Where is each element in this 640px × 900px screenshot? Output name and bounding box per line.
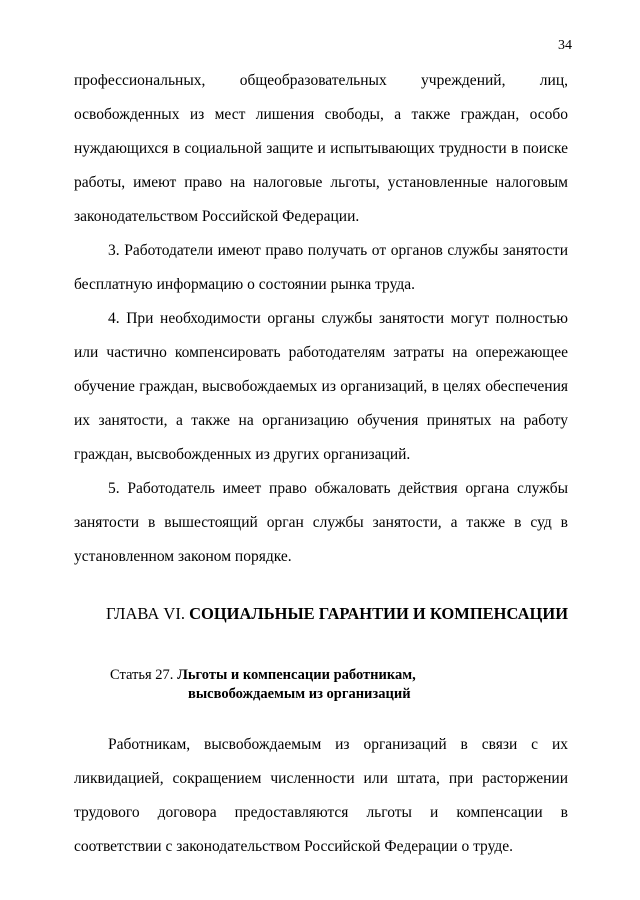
paragraph-appeal-right: 5. Работодатель имеет право обжаловать действия органа службы занятости в вышестоящий орган службы занятости, а также в суд в установленном законом порядке. [74,480,568,565]
paragraph-4-block [74,302,568,472]
paragraph-5-block [74,472,568,574]
paragraph-3-block [74,234,568,302]
article-title-line2: высвобождаемым из организаций [188,686,411,702]
paragraph-dismissed-workers-benefits: Работникам, высвобождаемым из организаций в связи с их ликвидацией, сокращением численности или штата, при расторжении трудового договора предоставляются льготы и компенсации в соответствии с законодательством Российской Федерации о труде. [74,736,568,855]
paragraph-training-compensation: 4. При необходимости органы службы занятости могут полностью или частично компенсировать работодателям затраты на опережающее обучение граждан, высвобождаемых из организаций, в целях обеспечения их занятости, а также на организацию обучения принятых на работу граждан, высвобожденных из других организаций. [74,310,568,463]
chapter-prefix: ГЛАВА VI. [106,604,185,623]
article-body-block [74,728,568,864]
article-title-line1: Льготы и компенсации работникам, [177,667,416,683]
paragraph-continuation [74,64,568,234]
chapter-title: СОЦИАЛЬНЫЕ ГАРАНТИИ И КОМПЕНСАЦИИ [189,604,569,623]
page-number: 34 [558,38,572,53]
chapter-heading [106,604,568,624]
paragraph-employer-information: 3. Работодатели имеют право получать от органов службы занятости бесплатную информацию о состоянии рынка труда. [74,242,568,293]
article-heading [110,666,416,704]
article-prefix: Статья 27. [110,667,174,683]
paragraph-tax-benefits: профессиональных, общеобразовательных учреждений, лиц, освобожденных из мест лишения свободы, а также граждан, особо нуждающихся в социальной защите и испытывающих трудности в поиске работы, имеют право на налоговые льготы, установленные налоговым законодательством Российской Федерации. [74,72,568,225]
